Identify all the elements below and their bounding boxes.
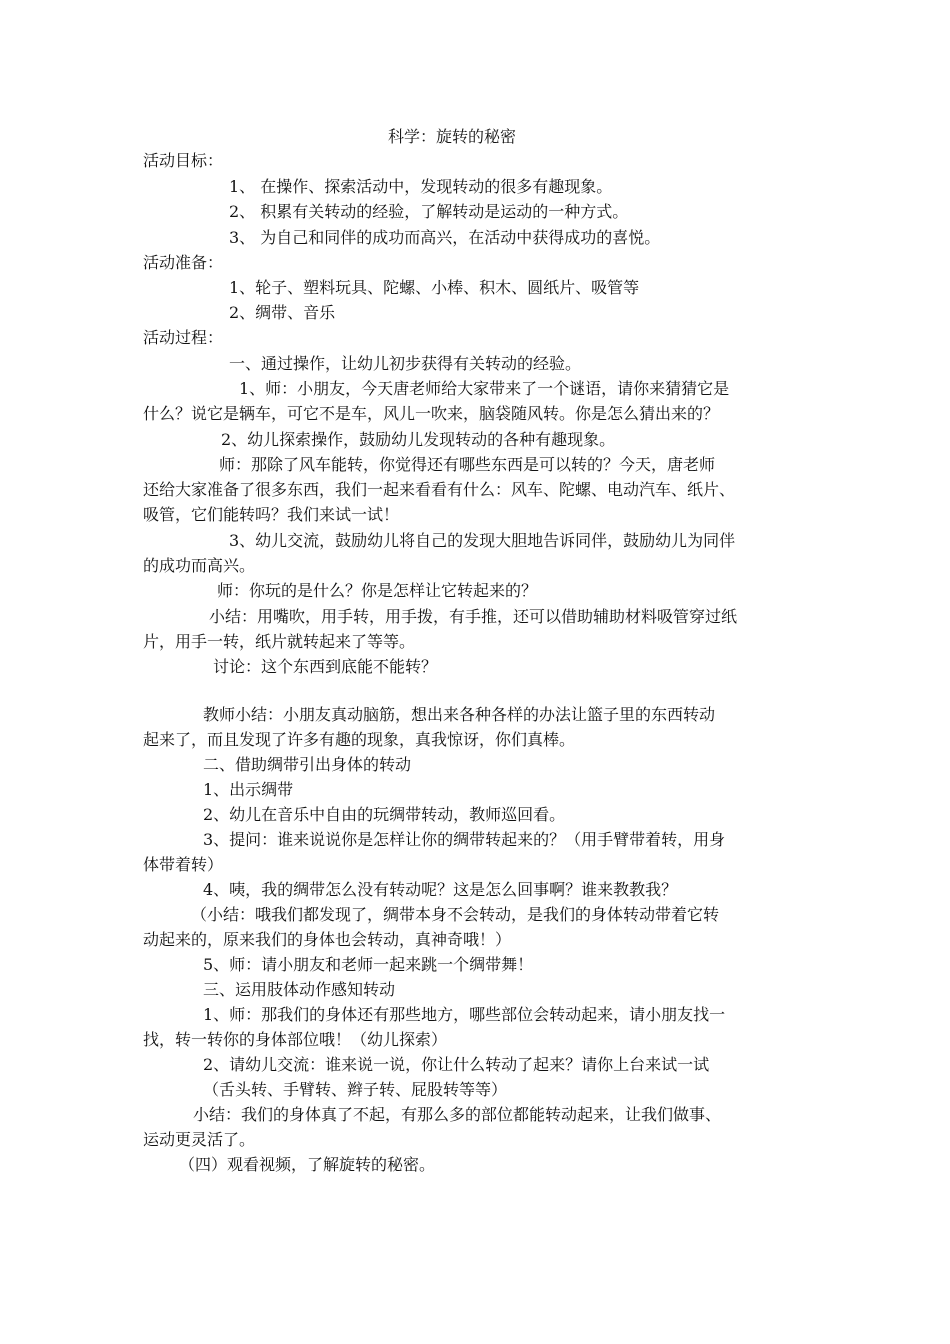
process-line: 一、通过操作，让幼儿初步获得有关转动的经验。 [229,354,582,373]
goal-item: 1、 在操作、探索活动中，发现转动的很多有趣现象。 [229,177,613,196]
process-line: 三、运用肢体动作感知转动 [203,980,396,999]
process-line: 2、幼儿在音乐中自由的玩绸带转动，教师巡回看。 [203,805,566,824]
process-line: 1、师：那我们的身体还有那些地方，哪些部位会转动起来，请小朋友找一 [203,1005,726,1024]
process-line: 3、提问：谁来说说你是怎样让你的绸带转起来的？（用手臂带着转，用身 [203,830,726,849]
preparation-item: 1、轮子、塑料玩具、陀螺、小棒、积木、圆纸片、吸管等 [229,278,640,297]
process-line: 还给大家准备了很多东西，我们一起来看看有什么：风车、陀螺、电动汽车、纸片、 [143,480,736,499]
goal-item: 3、 为自己和同伴的成功而高兴，在活动中获得成功的喜悦。 [229,228,661,247]
process-line: 小结：用嘴吹，用手转，用手拨，有手推，还可以借助辅助材料吸管穿过纸 [209,607,738,626]
process-line: 小结：我们的身体真了不起，有那么多的部位都能转动起来，让我们做事、 [193,1105,722,1124]
process-line: （四）观看视频，了解旋转的秘密。 [179,1155,436,1174]
process-line: 1、出示绸带 [203,780,294,799]
process-line: 什么？说它是辆车，可它不是车，风儿一吹来，脑袋随风转。你是怎么猜出来的？ [143,404,720,423]
process-line: 找，转一转你的身体部位哦！（幼儿探索） [143,1030,448,1049]
process-line: 讨论：这个东西到底能不能转？ [213,657,438,676]
process-line: 2、幼儿探索操作，鼓励幼儿发现转动的各种有趣现象。 [221,430,616,449]
process-line: 起来了，而且发现了许多有趣的现象，真我惊讶，你们真棒。 [143,730,576,749]
process-line: 师：那除了风车能转，你觉得还有哪些东西是可以转的？今天，唐老师 [219,455,716,474]
process-line: （小结：哦我们都发现了，绸带本身不会转动，是我们的身体转动带着它转 [191,905,720,924]
process-line: 二、借助绸带引出身体的转动 [203,755,412,774]
process-line: 师：你玩的是什么？你是怎样让它转起来的？ [217,581,538,600]
process-line: 吸管，它们能转吗？我们来试一试！ [143,505,400,524]
process-line: 的成功而高兴。 [143,556,256,575]
section-heading-preparation: 活动准备： [143,253,224,272]
process-line: 3、幼儿交流，鼓励幼儿将自己的发现大胆地告诉同伴，鼓励幼儿为同伴 [229,531,736,550]
process-line: 4、咦，我的绸带怎么没有转动呢？这是怎么回事啊？谁来教教我？ [203,880,678,899]
preparation-item: 2、绸带、音乐 [229,303,336,322]
section-heading-process: 活动过程： [143,328,224,347]
section-heading-goals: 活动目标： [143,151,224,170]
process-line: 1、师：小朋友，今天唐老师给大家带来了一个谜语，请你来猜猜它是 [239,379,730,398]
process-line: 动起来的，原来我们的身体也会转动，真神奇哦！） [143,930,512,949]
document-title: 科学：旋转的秘密 [388,127,517,146]
process-line: 2、请幼儿交流：谁来说一说，你让什么转动了起来？请你上台来试一试 [203,1055,710,1074]
process-line: 5、师：请小朋友和老师一起来跳一个绸带舞！ [203,955,534,974]
process-line: 体带着转） [143,855,224,874]
goal-item: 2、 积累有关转动的经验，了解转动是运动的一种方式。 [229,202,629,221]
process-line: （舌头转、手臂转、辫子转、屁股转等等） [203,1080,508,1099]
process-line: 教师小结：小朋友真动脑筋，想出来各种各样的办法让篮子里的东西转动 [203,705,716,724]
process-line: 片，用手一转，纸片就转起来了等等。 [143,632,416,651]
process-line: 运动更灵活了。 [143,1130,256,1149]
